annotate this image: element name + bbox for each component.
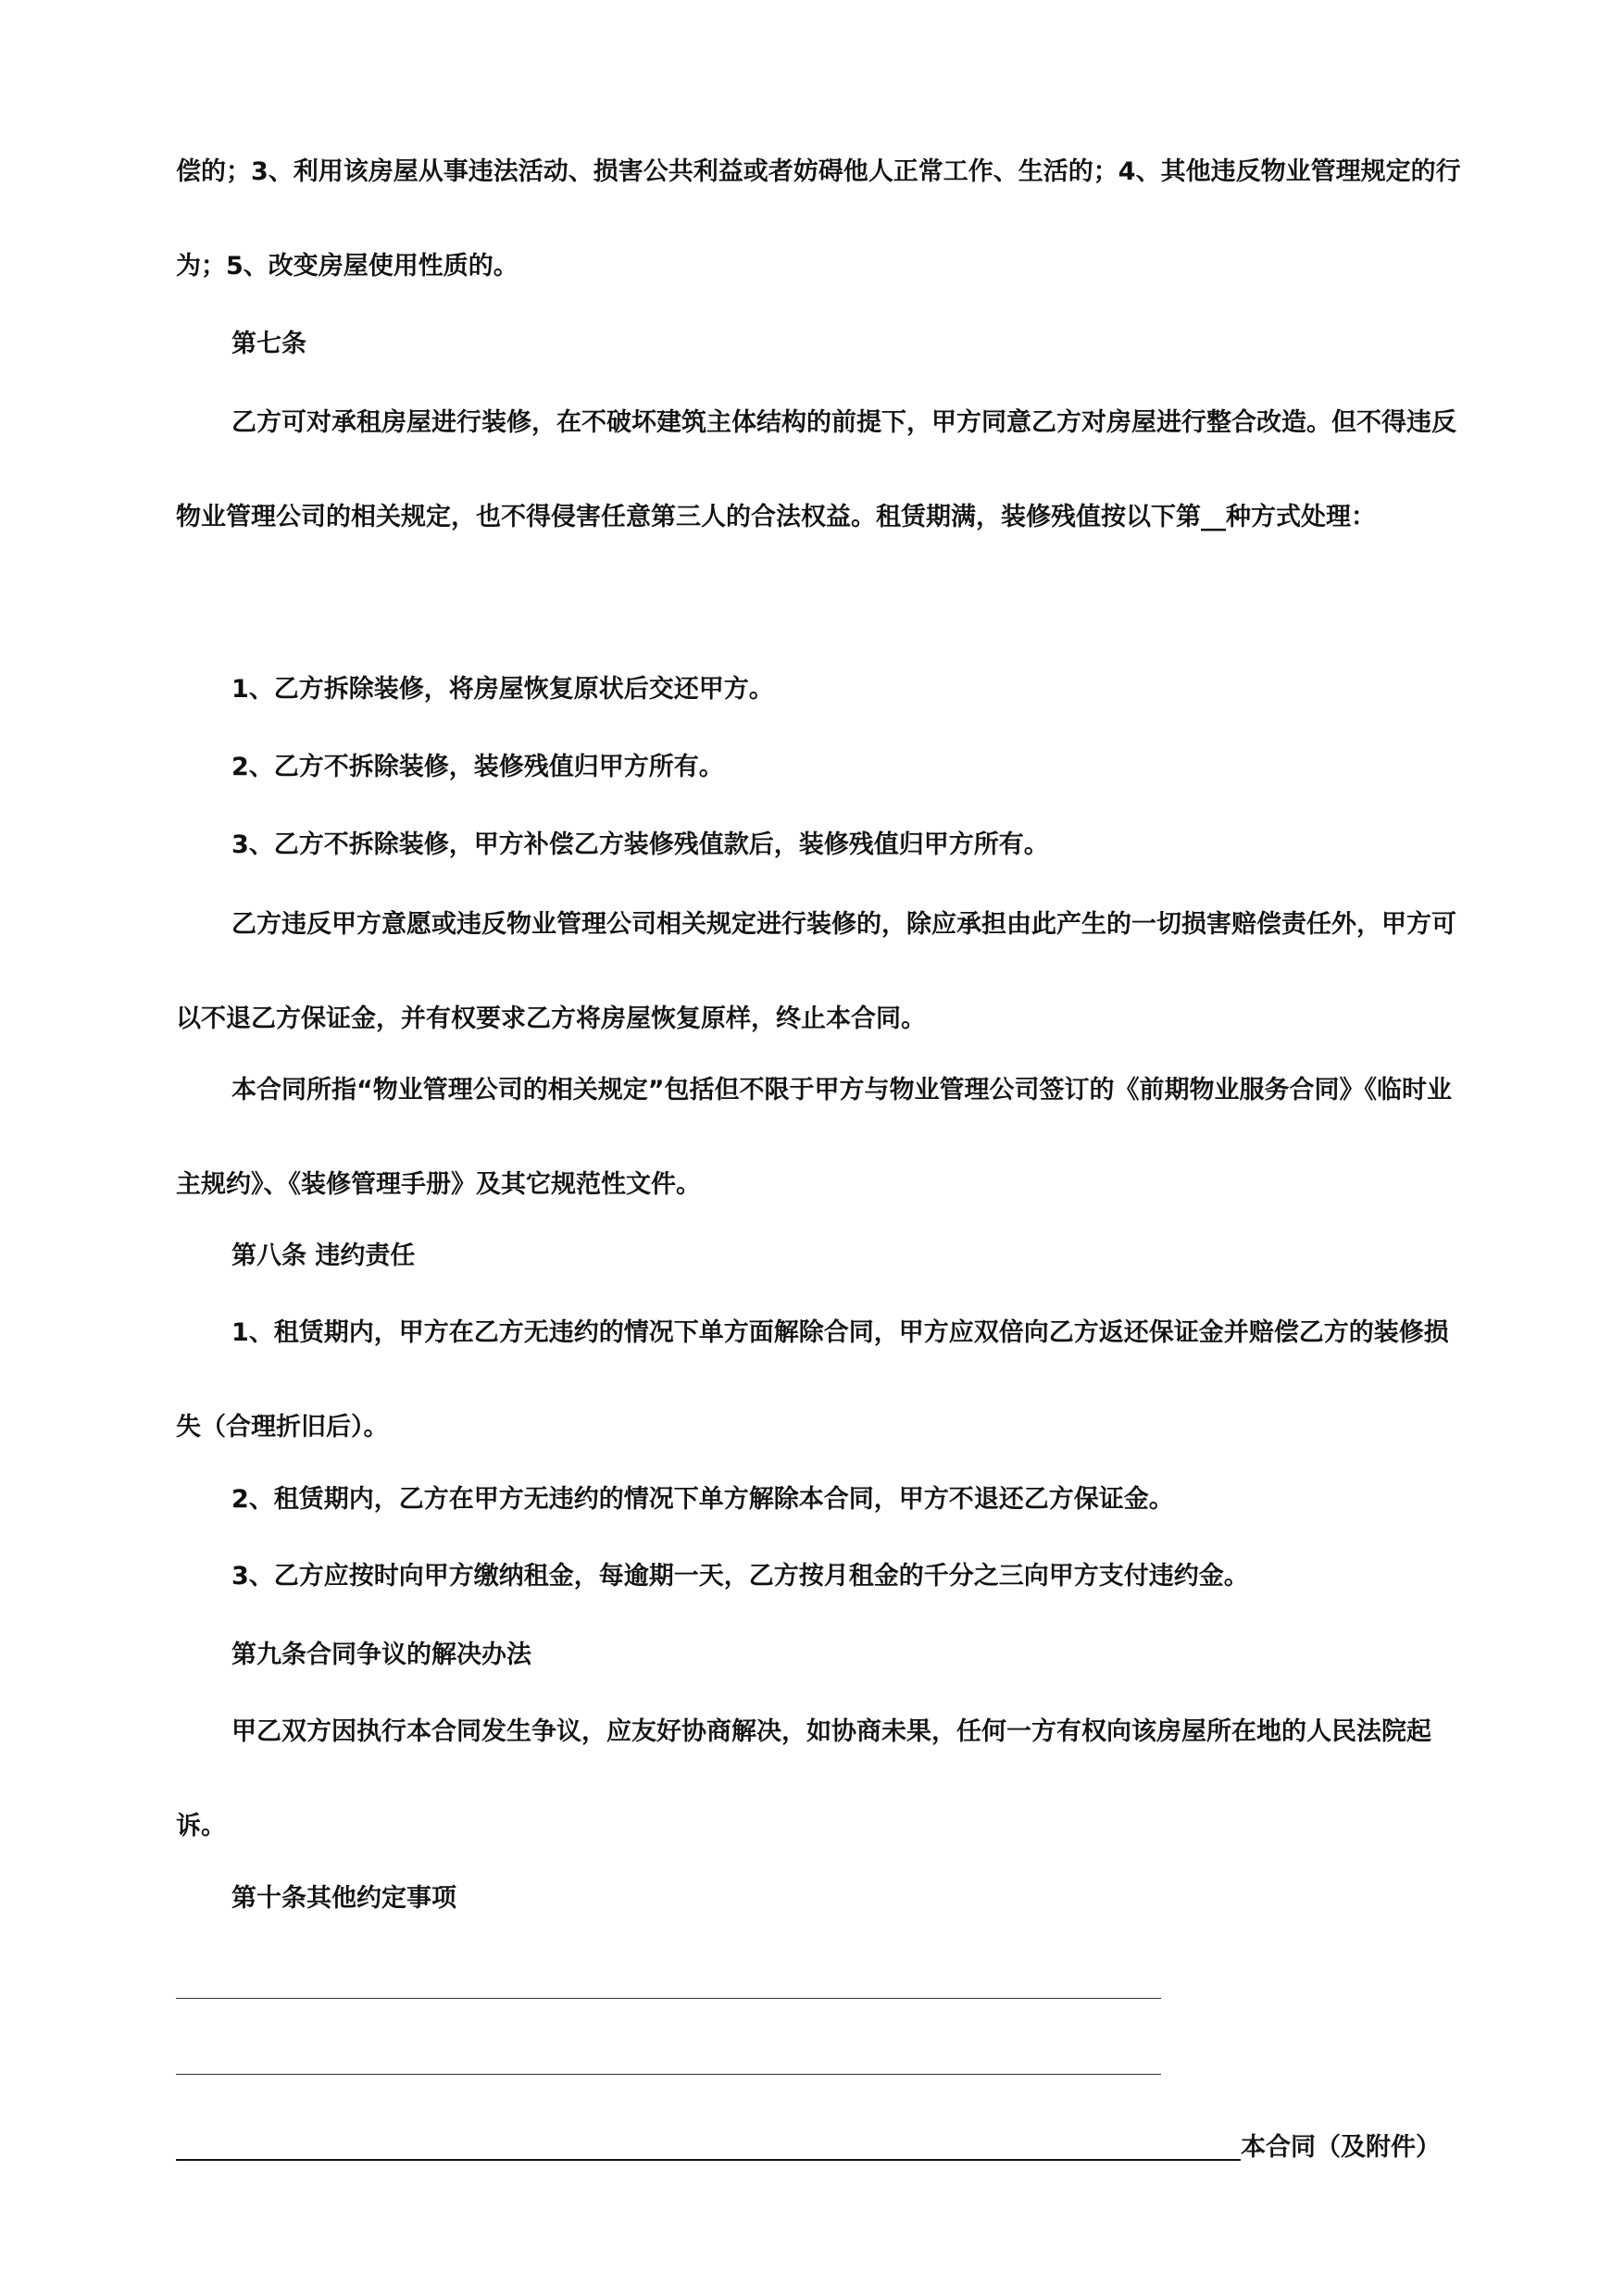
blank-fill-line-3 <box>176 2159 1241 2161</box>
dispute-resolution-body: 甲乙双方因执行本合同发生争议，应友好协商解决，如协商未果，任何一方有权向该房屋所在地的人民法院起诉。 <box>176 1717 1431 1841</box>
blank-fill-line-2 <box>176 2074 1161 2075</box>
article-7-heading: 第七条 <box>231 330 306 358</box>
closing-text: 本合同（及附件） <box>1241 2133 1441 2162</box>
article-10-heading: 第十条其他约定事项 <box>231 1884 456 1913</box>
breach-item-3: 3、乙方应按时向甲方缴纳租金，每逾期一天，乙方按月租金的千分之三向甲方支付违约金。 <box>231 1562 1249 1591</box>
article-7-body: 乙方可对承租房屋进行装修，在不破坏建筑主体结构的前提下，甲方同意乙方对房屋进行整合改造。但不得违反物业管理公司的相关规定，也不得侵害任意第三人的合法权益。租赁期满，装修残值按以下第__种方式处理： <box>176 408 1456 531</box>
paragraph-continuation: 偿的；3、利用该房屋从事违法活动、损害公共利益或者妨碍他人正常工作、生活的；4、其他违反物业管理规定的行为；5、改变房屋使用性质的。 <box>176 157 1461 281</box>
article-9-heading: 第九条合同争议的解决办法 <box>231 1641 531 1669</box>
option-1: 1、乙方拆除装修，将房屋恢复原状后交还甲方。 <box>231 675 774 704</box>
property-rules-definition: 本合同所指“物业管理公司的相关规定”包括但不限于甲方与物业管理公司签订的《前期物业服务合同》《临时业主规约》、《装修管理手册》及其它规范性文件。 <box>176 1076 1452 1199</box>
breach-item-2: 2、租赁期内，乙方在甲方无违约的情况下单方解除本合同，甲方不退还乙方保证金。 <box>231 1485 1174 1514</box>
blank-fill-line-1 <box>176 1998 1161 1999</box>
renovation-violation-clause: 乙方违反甲方意愿或违反物业管理公司相关规定进行装修的，除应承担由此产生的一切损害赔偿责任外，甲方可以不退乙方保证金，并有权要求乙方将房屋恢复原样，终止本合同。 <box>176 910 1456 1033</box>
closing-row <box>176 2118 1472 2165</box>
option-2: 2、乙方不拆除装修，装修残值归甲方所有。 <box>231 753 724 781</box>
breach-item-1: 1、租赁期内，甲方在乙方无违约的情况下单方面解除合同，甲方应双倍向乙方返还保证金并赔偿乙方的装修损失（合理折旧后）。 <box>176 1318 1449 1441</box>
option-3: 3、乙方不拆除装修，甲方补偿乙方装修残值款后，装修残值归甲方所有。 <box>231 830 1049 859</box>
article-8-heading: 第八条 违约责任 <box>231 1242 416 1270</box>
